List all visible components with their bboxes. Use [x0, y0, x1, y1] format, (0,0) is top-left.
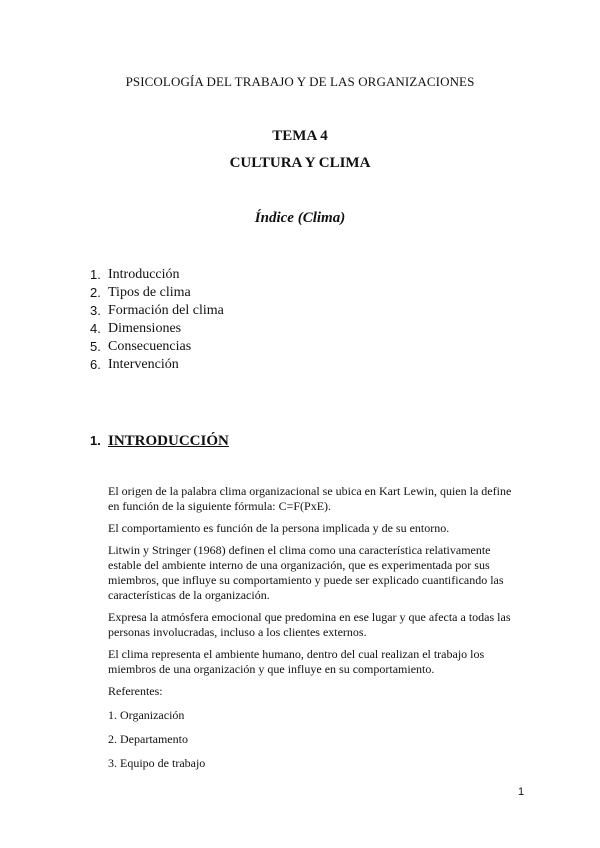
- referente-item: 3. Equipo de trabajo: [108, 756, 206, 770]
- toc-item-introduccion: [90, 266, 224, 284]
- toc-item-formacion-del-clima: [90, 302, 224, 320]
- paragraph: El clima representa el ambiente humano, dentro del cual realizan el trabajo los miembros de una organización y que influye en su comportamiento.: [108, 647, 485, 676]
- toc-item-number: 5.: [90, 339, 101, 354]
- toc-item-tipos-de-clima: [90, 284, 224, 302]
- toc-item-number: 4.: [90, 321, 101, 336]
- toc-item-label: Introducción: [108, 267, 180, 282]
- paragraph: El origen de la palabra clima organizacional se ubica en Kart Lewin, quien la define en función de la siguiente fórmula: C=F(PxE).: [108, 484, 512, 513]
- tema-heading: TEMA 4: [272, 128, 328, 144]
- page-number: 1: [518, 786, 525, 798]
- toc-item-label: Intervención: [108, 357, 179, 372]
- toc-item-number: 2.: [90, 285, 101, 300]
- referentes-label: Referentes:: [108, 684, 163, 698]
- paragraph: El comportamiento es función de la persona implicada y de su entorno.: [108, 521, 450, 535]
- referente-item: 1. Organización: [108, 708, 185, 722]
- toc-item-label: Dimensiones: [108, 321, 182, 336]
- section-title: INTRODUCCIÓN: [108, 433, 229, 449]
- toc-item-dimensiones: [90, 320, 224, 338]
- referentes-list: [108, 684, 522, 771]
- table-of-contents: [90, 266, 224, 374]
- toc-item-number: 6.: [90, 357, 101, 372]
- toc-item-number: 1.: [90, 267, 101, 282]
- topic-heading: CULTURA Y CLIMA: [229, 155, 371, 171]
- referente-item: 2. Departamento: [108, 732, 188, 746]
- toc-item-intervencion: [90, 356, 224, 374]
- section-number: 1.: [90, 433, 101, 448]
- toc-item-consecuencias: [90, 338, 224, 356]
- section-heading: [90, 433, 229, 450]
- toc-item-label: Formación del clima: [108, 303, 224, 318]
- toc-item-label: Tipos de clima: [108, 285, 191, 300]
- toc-item-number: 3.: [90, 303, 101, 318]
- toc-item-label: Consecuencias: [108, 339, 192, 354]
- course-title: PSICOLOGÍA DEL TRABAJO Y DE LAS ORGANIZACIONES: [125, 74, 475, 89]
- section-body: [108, 484, 522, 780]
- index-title: Índice (Clima): [254, 210, 346, 226]
- paragraph: Litwin y Stringer (1968) definen el clima como una característica relativamente estable del ambiente interno de una organización, que es experimentada por sus miembros, que influye su comportamiento y puede ser explicado cuantificando las características de la organización.: [108, 543, 504, 602]
- paragraph: Expresa la atmósfera emocional que predomina en ese lugar y que afecta a todas las personas involucradas, incluso a los clientes externos.: [108, 610, 511, 639]
